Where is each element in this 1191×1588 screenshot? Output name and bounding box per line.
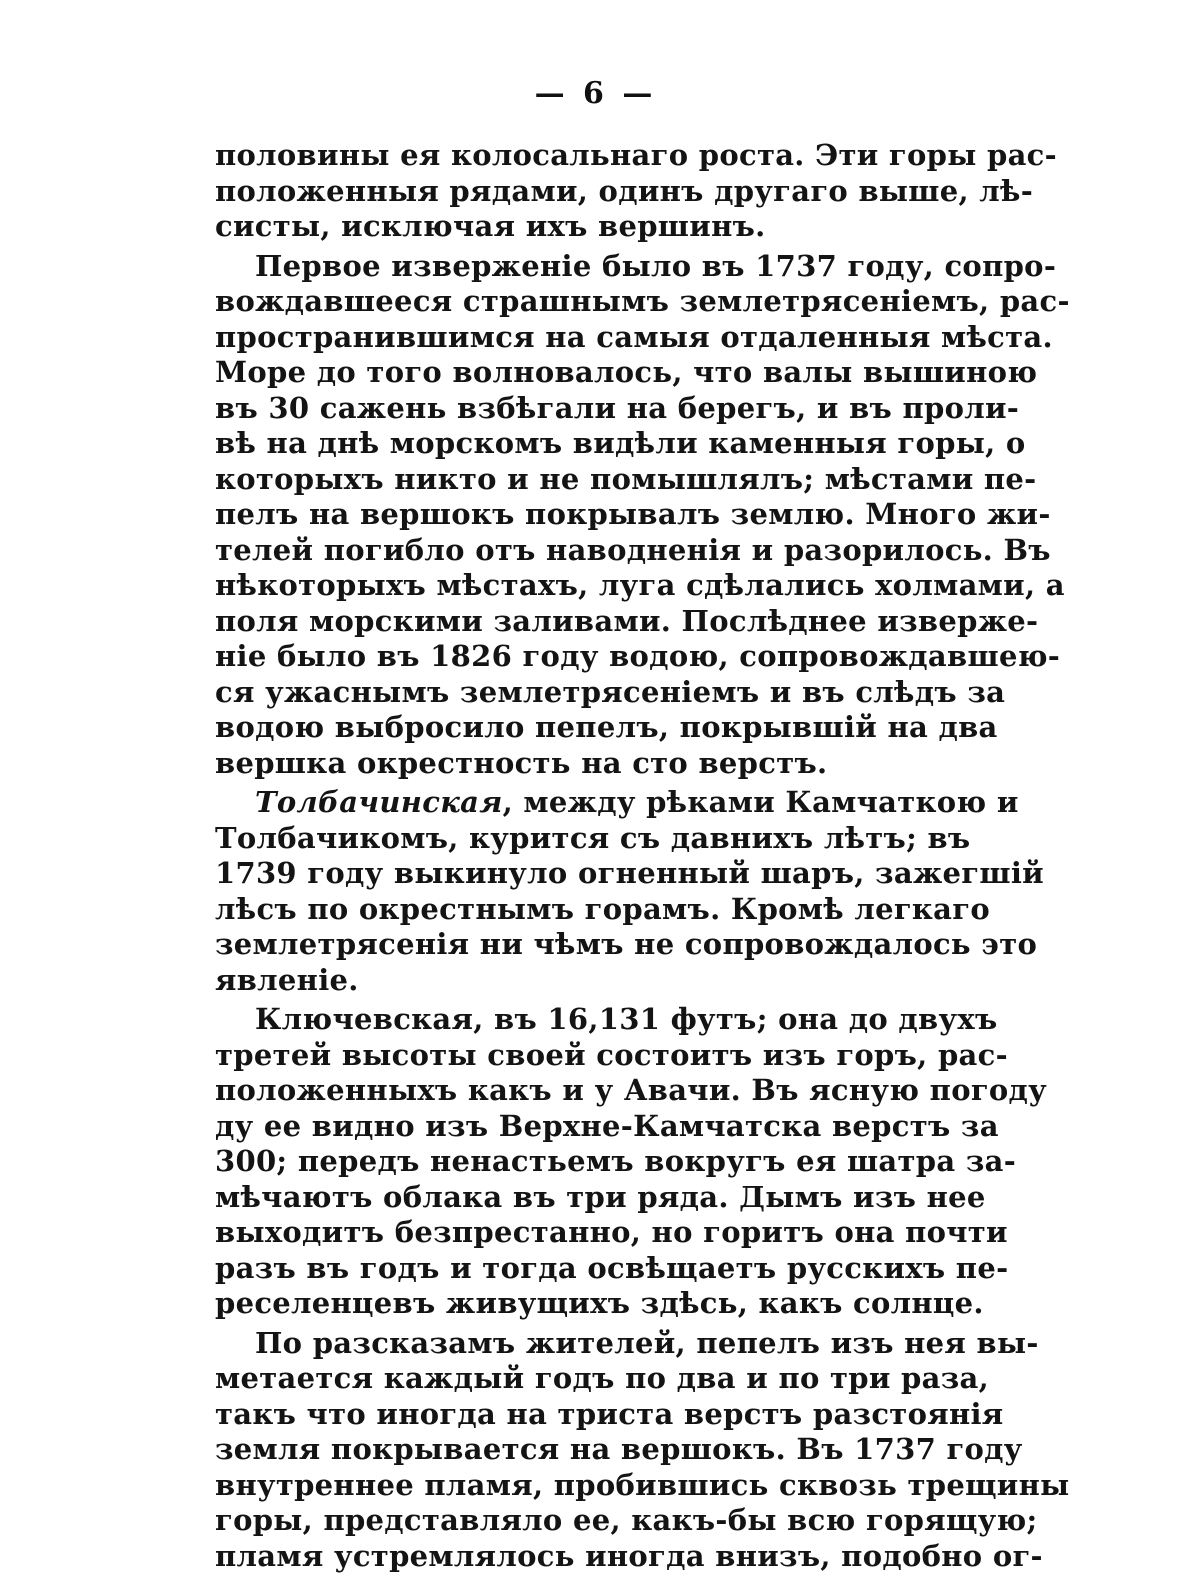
text-line bbox=[215, 785, 1019, 821]
text-line: пламя устремлялось иногда внизъ, подобно ог- bbox=[215, 1538, 1043, 1573]
body-text bbox=[215, 138, 1070, 1578]
text-line: вѣ на днѣ морскомъ видѣли каменныя горы, о bbox=[215, 426, 1026, 460]
text-line: 300; передъ ненастьемъ вокругъ ея шатра за- bbox=[215, 1144, 1017, 1178]
text-fragment: , между рѣками Камчаткою и bbox=[502, 785, 1019, 819]
text-line: Первое изверженіе было въ 1737 году, сопро- bbox=[255, 248, 1057, 283]
paragraph bbox=[215, 1002, 1048, 1322]
volcano-name-italic: Толбачинская bbox=[255, 785, 503, 819]
text-line: положенныхъ какъ и у Авачи. Въ ясную погоду bbox=[215, 1073, 1048, 1107]
text-line: такъ что иногда на триста верстъ разстоянія bbox=[215, 1396, 1004, 1431]
text-line: вождавшееся страшнымъ землетрясеніемъ, рас- bbox=[215, 284, 1070, 318]
text-line: третей высоты своей состоитъ изъ горъ, рас- bbox=[215, 1037, 1008, 1072]
text-line: земля покрывается на вершокъ. Въ 1737 году bbox=[215, 1432, 1023, 1466]
paragraph bbox=[215, 1325, 1070, 1575]
text-line: горы, представляло ее, какъ-бы всю горящую; bbox=[215, 1503, 1038, 1537]
text-line: лѣсъ по окрестнымъ горамъ. Кромѣ легкаго bbox=[215, 891, 990, 926]
text-line: явленіе. bbox=[215, 962, 359, 997]
text-line: водою выбросило пепелъ, покрывшій на два bbox=[215, 710, 998, 744]
text-line: внутреннее пламя, пробившись сквозь трещины bbox=[215, 1467, 1070, 1502]
text-line: систы, исключая ихъ вершинъ. bbox=[215, 209, 766, 243]
text-line: 1739 году выкинуло огненный шаръ, зажегшій bbox=[215, 856, 1044, 890]
page-number: — 6 — bbox=[534, 76, 657, 111]
text-line: Ключевская, въ 16,131 футъ; она до двухъ bbox=[255, 1002, 998, 1036]
text-line: вершка окрестность на сто верстъ. bbox=[215, 745, 828, 780]
paragraph bbox=[215, 138, 1057, 245]
text-line: Толбачикомъ, курится съ давнихъ лѣтъ; въ bbox=[215, 820, 971, 855]
text-line: По разсказамъ жителей, пепелъ изъ нея вы- bbox=[255, 1325, 1039, 1360]
text-line: ніе было въ 1826 году водою, сопровождавшею- bbox=[215, 639, 1061, 673]
text-line: телей погибло отъ наводненія и разорилось. Въ bbox=[215, 532, 1051, 567]
text-line: половины ея колосальнаго роста. Эти горы рас- bbox=[215, 138, 1057, 172]
text-line: землетрясенія ни чѣмъ не сопровождалось это bbox=[215, 927, 1038, 961]
text-line: ся ужаснымъ землетрясеніемъ и въ слѣдъ за bbox=[215, 674, 1006, 709]
text-line: которыхъ никто и не помышлялъ; мѣстами пе- bbox=[215, 461, 1037, 496]
text-line: положенныя рядами, одинъ другаго выше, лѣ- bbox=[215, 173, 1034, 208]
text-line: нѣкоторыхъ мѣстахъ, луга сдѣлались холмами, а bbox=[215, 568, 1065, 602]
text-line: пелъ на вершокъ покрывалъ землю. Много жи- bbox=[215, 497, 1051, 531]
text-line: метается каждый годъ по два и по три раза, bbox=[215, 1361, 990, 1395]
text-line: мѣчаютъ облака въ три ряда. Дымъ изъ нее bbox=[215, 1179, 986, 1214]
text-line: Море до того волновалось, что валы вышиною bbox=[215, 355, 1038, 389]
text-line: разъ въ годъ и тогда освѣщаетъ русскихъ пе- bbox=[215, 1250, 1009, 1285]
text-line: въ 30 сажень взбѣгали на берегъ, и въ проли- bbox=[215, 390, 1020, 425]
text-line: пространившимся на самыя отдаленныя мѣста. bbox=[215, 319, 1053, 354]
paragraph bbox=[215, 248, 1070, 782]
text-line: поля морскими заливами. Послѣднее изверже- bbox=[215, 603, 1039, 638]
paragraph bbox=[215, 785, 1044, 998]
text-line: ду ее видно изъ Верхне-Камчатска верстъ за bbox=[215, 1108, 999, 1143]
text-line: выходитъ безпрестанно, но горитъ она почти bbox=[215, 1215, 1008, 1249]
text-line: реселенцевъ живущихъ здѣсь, какъ солнце. bbox=[215, 1286, 984, 1320]
